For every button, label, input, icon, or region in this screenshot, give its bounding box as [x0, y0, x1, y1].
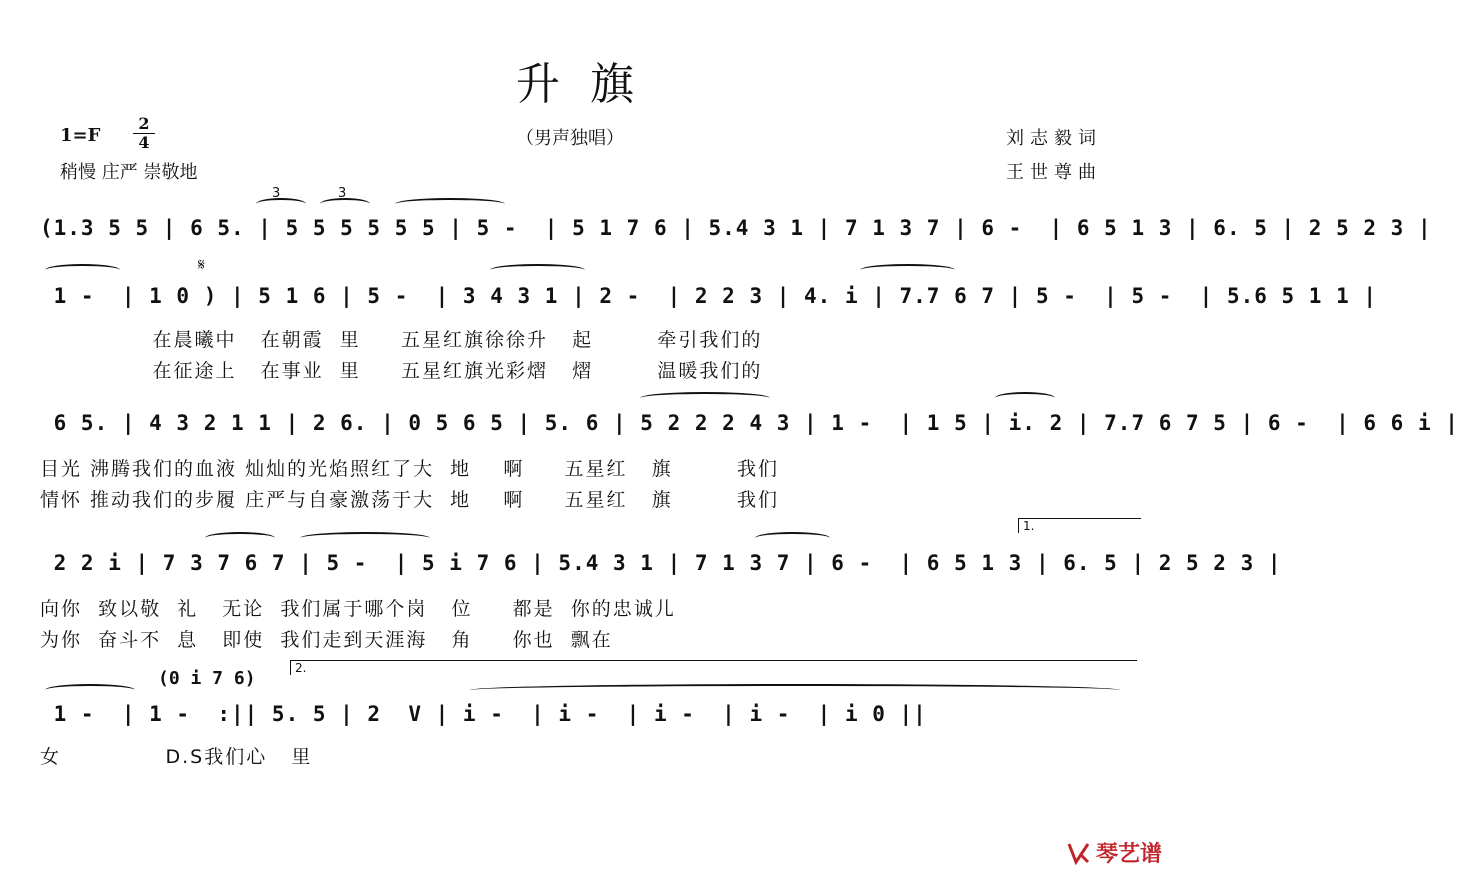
slur: [205, 532, 275, 544]
segno-sign: 𝄋: [198, 255, 205, 274]
score-row-5: [40, 696, 1140, 740]
slur: [490, 264, 585, 276]
key-signature: 1=F: [60, 125, 101, 146]
slur: [470, 684, 1120, 696]
lyrics-verse-2: 为你 奋斗不 息 即使 我们走到天涯海 角 你也 飘在: [40, 629, 613, 651]
lyrics-verse-2: 在征途上 在事业 里 五星红旗光彩熠 熠 温暖我们的: [40, 360, 763, 382]
first-ending-label: 1.: [1023, 519, 1035, 533]
slur: [640, 392, 770, 404]
lyrics-verse-1: 目光 沸腾我们的血液 灿灿的光焰照红了大 地 啊 五星红 旗 我们: [40, 458, 779, 480]
triplet-marker: 3: [338, 186, 347, 201]
slur: [860, 264, 955, 276]
slur: [256, 198, 306, 210]
slur: [995, 392, 1055, 404]
score-row-2: [40, 278, 1378, 322]
second-ending-label: 2.: [295, 661, 307, 675]
site-watermark: [1066, 837, 1162, 868]
logo-icon: [1066, 840, 1092, 866]
slur: [45, 264, 120, 276]
lyrics-verse-1: 女 D.S我们心 里: [40, 746, 313, 768]
triplet-marker: 3: [272, 186, 281, 201]
lyrics-verse-1: 向你 致以敬 礼 无论 我们属于哪个岗 位 都是 你的忠诚儿: [40, 598, 676, 620]
notation-row-5: 1 - | 1 - :|| 5. 5 | 2 V | i - | i - | i - | i - | i 0 ||: [40, 702, 927, 726]
slur: [395, 198, 505, 210]
notation-row-2: 1 - | 1 0 ) | 5 1 6 | 5 - | 3 4 3 1 | 2 - | 2 2 3 | 4. i | 7.7 6 7 | 5 - | 5 - | 5.6 5 1 1 |: [40, 284, 1378, 308]
slur: [320, 198, 370, 210]
performance-note: （男声独唱）: [516, 128, 624, 149]
composer-credit: 王世尊曲: [1006, 162, 1102, 183]
score-row-1: [40, 210, 1432, 254]
notation-row-1: (1.3 5 5 | 6 5. | 5 5 5 5 5 5 | 5 - | 5 1 7 6 | 5.4 3 1 | 7 1 3 7 | 6 - | 6 5 1 3 | 6. 5 | 2 5 2 3 |: [40, 216, 1432, 240]
song-title: 升旗: [516, 59, 664, 110]
lyricist-credit: 刘志毅词: [1006, 128, 1102, 149]
first-ending-bracket: [1018, 518, 1141, 533]
grace-note-group: (0 i 7 6): [158, 668, 256, 689]
time-signature-top: 2: [138, 114, 150, 133]
slur: [45, 684, 135, 696]
tempo-marking: 稍慢 庄严 崇敬地: [60, 162, 198, 183]
time-signature: [133, 116, 155, 151]
slur: [300, 532, 430, 544]
lyrics-verse-1: 在晨曦中 在朝霞 里 五星红旗徐徐升 起 牵引我们的: [40, 329, 763, 351]
score-row-4: [40, 545, 1282, 589]
score-row-3: [40, 405, 1459, 449]
notation-row-4: 2 2 i | 7 3 7 6 7 | 5 - | 5 i 7 6 | 5.4 3 1 | 7 1 3 7 | 6 - | 6 5 1 3 | 6. 5 | 2 5 2 3 |: [40, 551, 1282, 575]
watermark-text: 琴艺谱: [1095, 842, 1162, 867]
lyrics-verse-2: 情怀 推动我们的步履 庄严与自豪激荡于大 地 啊 五星红 旗 我们: [40, 489, 779, 511]
second-ending-bracket: [290, 660, 1137, 675]
time-signature-bottom: 4: [138, 133, 150, 152]
notation-row-3: 6 5. | 4 3 2 1 1 | 2 6. | 0 5 6 5 | 5. 6 | 5 2 2 2 4 3 | 1 - | 1 5 | i. 2 | 7.7 6 7 5 | 6 - | 6 6 i |: [40, 411, 1459, 435]
slur: [755, 532, 830, 544]
